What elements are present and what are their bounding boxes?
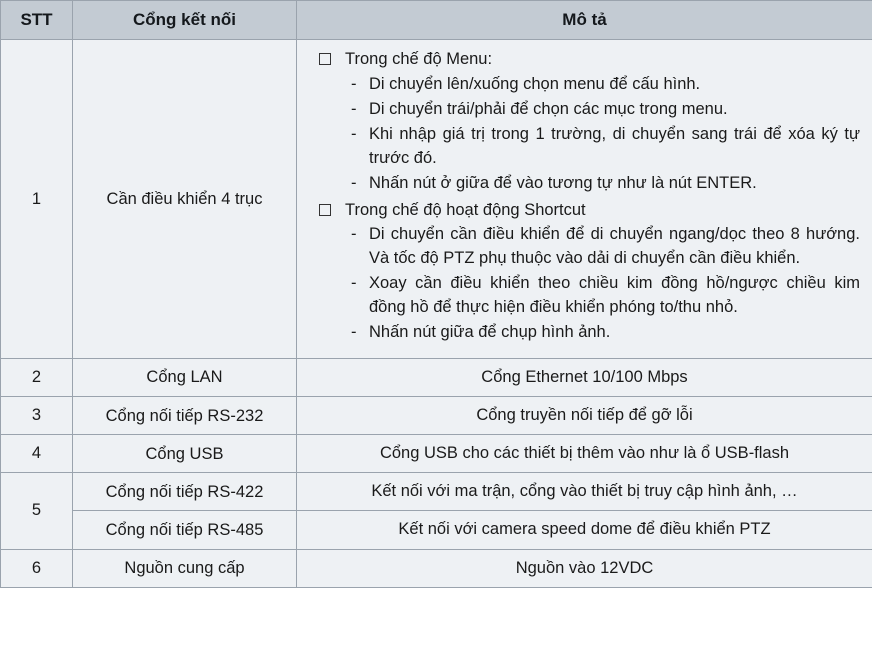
list-item (351, 73, 860, 97)
row-description: Kết nối với ma trận, cổng vào thiết bị truy cập hình ảnh, … (297, 473, 872, 511)
list-item-text: Xoay cần điều khiển theo chiều kim đồng hồ/ngược chiều kim đồng hồ để thực hiện điều khiển phóng to/thu nhỏ. (369, 274, 860, 317)
table-row (1, 359, 872, 397)
table-row (1, 549, 872, 587)
row-description: Cổng truyền nối tiếp để gỡ lỗi (297, 397, 872, 435)
row-port-name: Cần điều khiển 4 trục (73, 40, 297, 359)
list-item-text: Di chuyển lên/xuống chọn menu để cấu hình. (369, 74, 701, 93)
description-sub-list (311, 223, 860, 345)
list-item-text: Khi nhập giá trị trong 1 trường, di chuyển sang trái để xóa ký tự trước đó. (369, 124, 860, 167)
table-row (1, 473, 872, 511)
description-sub-list (311, 73, 860, 196)
row-port-name: Cổng LAN (73, 359, 297, 397)
row-description: Cổng Ethernet 10/100 Mbps (297, 359, 872, 397)
list-item (351, 123, 860, 171)
table-row (1, 435, 872, 473)
column-header-description: Mô tả (297, 1, 872, 40)
list-item (351, 98, 860, 122)
row-port-name: Cổng USB (73, 435, 297, 473)
table-body (1, 40, 872, 588)
description-block-heading-text: Trong chế độ Menu: (345, 50, 493, 68)
list-item (351, 321, 860, 345)
table-header (1, 1, 872, 40)
list-item (351, 223, 860, 271)
dash-bullet-icon: - (351, 274, 357, 293)
row-description: Nguồn vào 12VDC (297, 549, 872, 587)
row-index: 5 (1, 473, 73, 549)
dash-bullet-icon: - (351, 323, 357, 342)
checkbox-square-icon (319, 204, 331, 216)
row-description: Kết nối với camera speed dome để điều khiển PTZ (297, 511, 872, 549)
list-item-text: Nhấn nút giữa để chụp hình ảnh. (369, 323, 611, 342)
checkbox-square-icon (319, 53, 331, 65)
list-item (351, 172, 860, 196)
dash-bullet-icon: - (351, 74, 357, 93)
description-block-heading (311, 199, 860, 223)
description-block-list (311, 48, 860, 345)
row-index: 1 (1, 40, 73, 359)
description-block-heading-text: Trong chế độ hoạt động Shortcut (345, 200, 586, 219)
description-block (311, 199, 860, 346)
description-block-heading (311, 48, 860, 72)
list-item-text: Di chuyển cần điều khiển để di chuyển ngang/dọc theo 8 hướng. Và tốc độ PTZ phụ thuộc vào dải di chuyển cần điều khiển. (369, 225, 860, 268)
dash-bullet-icon: - (351, 124, 357, 143)
column-header-stt: STT (1, 1, 73, 40)
row-index: 4 (1, 435, 73, 473)
list-item-text: Di chuyển trái/phải để chọn các mục trong menu. (369, 99, 728, 118)
row-port-name: Cổng nối tiếp RS-232 (73, 397, 297, 435)
row-index: 6 (1, 549, 73, 587)
row-description (297, 40, 872, 359)
table-row (1, 40, 872, 359)
table-row (1, 511, 872, 549)
row-port-name: Cổng nối tiếp RS-485 (73, 511, 297, 549)
row-description: Cổng USB cho các thiết bị thêm vào như là ổ USB-flash (297, 435, 872, 473)
dash-bullet-icon: - (351, 225, 357, 244)
table-row (1, 397, 872, 435)
row-index: 3 (1, 397, 73, 435)
row-port-name: Nguồn cung cấp (73, 549, 297, 587)
table-header-row (1, 1, 872, 40)
column-header-port: Cổng kết nối (73, 1, 297, 40)
description-block (311, 48, 860, 196)
list-item-text: Nhấn nút ở giữa để vào tương tự như là nút ENTER. (369, 173, 757, 192)
row-index: 2 (1, 359, 73, 397)
dash-bullet-icon: - (351, 173, 357, 192)
dash-bullet-icon: - (351, 99, 357, 118)
list-item (351, 272, 860, 320)
row-port-name: Cổng nối tiếp RS-422 (73, 473, 297, 511)
